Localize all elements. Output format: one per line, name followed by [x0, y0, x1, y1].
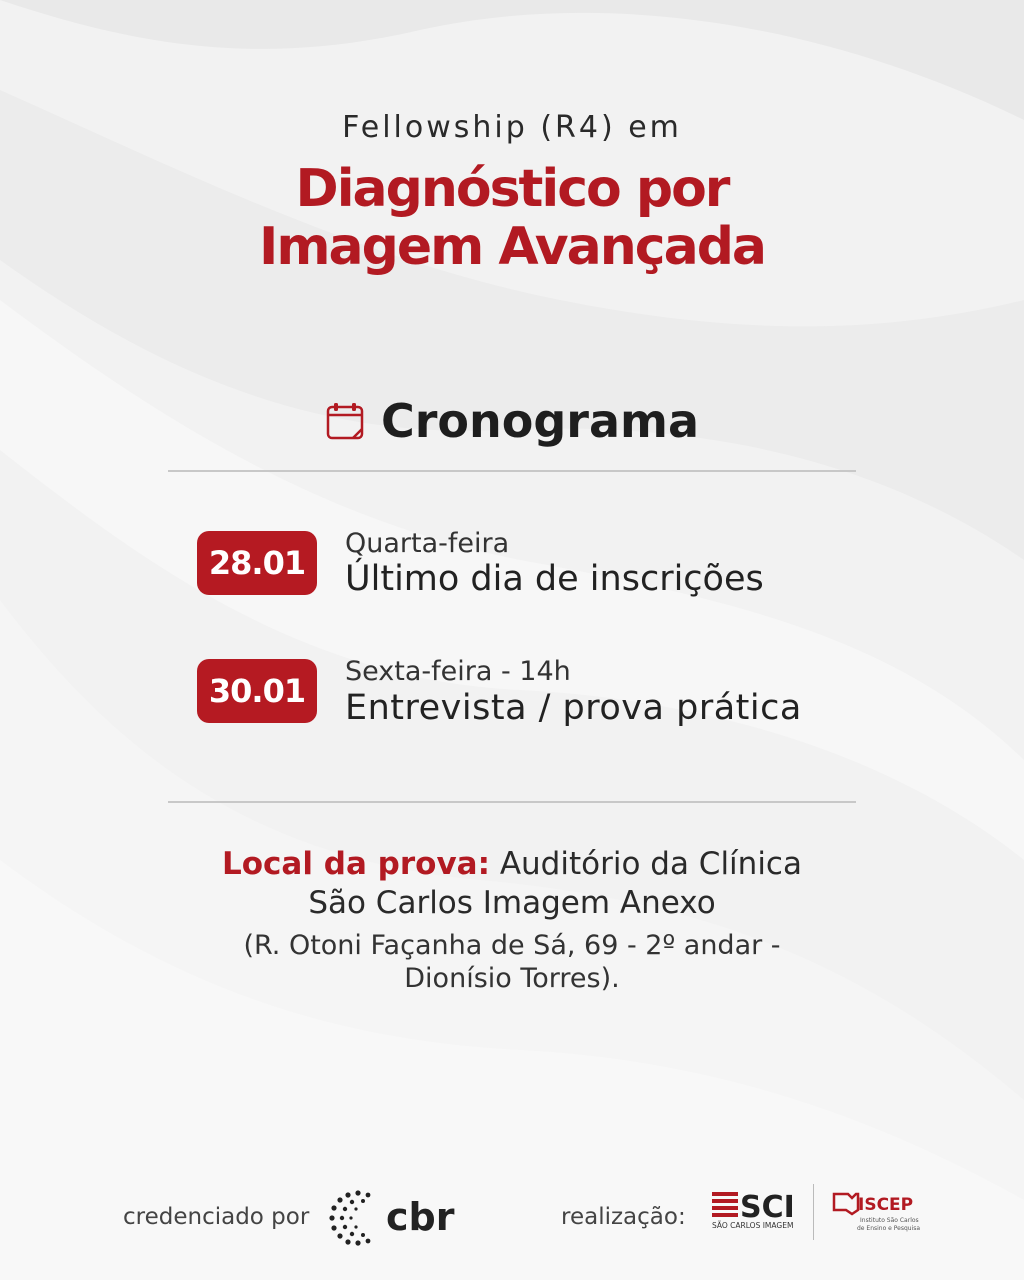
divider-bottom [168, 801, 856, 803]
page-title-line1: Diagnóstico por [295, 159, 729, 219]
iscep-logo-sub2: de Ensino e Pesquisa [857, 1225, 920, 1232]
page-title-line2: Imagem Avançada [258, 217, 766, 277]
iscep-logo-sub1: Instituto São Carlos [860, 1217, 919, 1224]
schedule-heading-label: Cronograma [380, 394, 700, 448]
location-venue: Auditório da Clínica [499, 846, 802, 882]
realization-label: realização: [561, 1204, 686, 1230]
location-label: Local da prova: [222, 846, 490, 882]
subtitle: Fellowship (R4) em [342, 110, 682, 145]
iscep-logo-text: ISCEP [858, 1195, 914, 1215]
logo-separator [813, 1184, 814, 1240]
schedule-day-2: Sexta-feira - 14h [345, 656, 571, 687]
date-badge-2: 30.01 [197, 659, 317, 723]
schedule-event-1: Último dia de inscrições [345, 559, 764, 599]
schedule-day-1: Quarta-feira [345, 528, 510, 559]
sci-logo-sub: SÃO CARLOS IMAGEM [712, 1221, 794, 1230]
date-badge-1: 28.01 [197, 531, 317, 595]
iscep-logo [830, 1186, 920, 1242]
cbr-logo [328, 1188, 473, 1248]
accredited-label: credenciado por [123, 1204, 310, 1230]
calendar-icon [325, 401, 365, 441]
schedule-event-2: Entrevista / prova prática [345, 688, 802, 728]
sci-logo [710, 1186, 805, 1242]
divider-top [168, 470, 856, 472]
location-line1 [0, 846, 1024, 882]
sci-logo-text: SCI [740, 1190, 795, 1225]
address-line2: Dionísio Torres). [404, 963, 620, 994]
address-line1: (R. Otoni Façanha de Sá, 69 - 2º andar - [243, 930, 781, 961]
location-line2: São Carlos Imagem Anexo [308, 885, 716, 921]
schedule-heading [0, 394, 1024, 448]
cbr-logo-text: cbr [386, 1195, 455, 1239]
